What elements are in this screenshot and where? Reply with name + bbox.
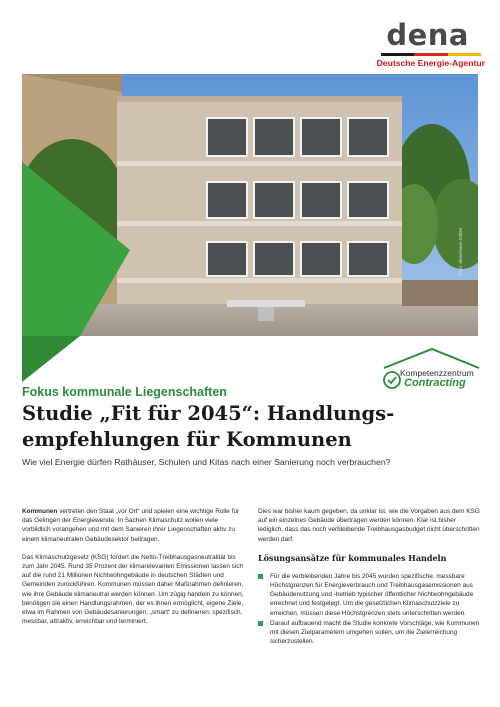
- kompetenzzentrum-badge: [380, 346, 480, 394]
- school-building-illustration: [22, 74, 478, 336]
- kicker-heading: Fokus kommunale Liegenschaften: [22, 385, 227, 399]
- dena-logo: [370, 18, 485, 68]
- body-column-left: [22, 507, 244, 635]
- intro-text: vertreten den Staat „vor Ort“ und spielen eine wichtige Rolle für das Gelingen der Energiewende. In Sachen Klimaschutz wollen viele vorbildlich vorangehen und mit dem Sanieren ihrer Liegenschaften aktiv zu einem klimaneutralen Gebäudesektor beitragen.: [22, 508, 240, 543]
- logo-tagline: Deutsche Energie-Agentur: [376, 58, 485, 68]
- lead-word: Kommunen: [22, 508, 58, 515]
- page-subtitle: Wie viel Energie dürfen Rathäuser, Schulen und Kitas nach einer Sanierung noch verbrauchen?: [22, 457, 391, 467]
- solution-bullet-list: [258, 572, 480, 647]
- title-line-1: Studie „Fit für 2045“: Handlungs-: [22, 402, 395, 425]
- badge-line-1: Kompetenzzentrum: [400, 368, 474, 378]
- bullet-item: Für die verbleibenden Jahre bis 2045 wurden spezifische, messbare Höchstgrenzen für Energieverbrauch und Treibhausgasemissionen aus Gebäudenutzung und -betrieb typischer öffentlicher Nichtwohngebäude errechnet und festgelegt. Um die gesetzlichen Klimaschutzziele zu erreichen, müssen diese Höchstgrenzen stets unterschritten werden.: [258, 572, 480, 618]
- stripe-black: [381, 53, 414, 56]
- badge-line-2: Contracting: [404, 377, 466, 389]
- green-triangle-small: [22, 336, 80, 382]
- paragraph-intro: [22, 507, 244, 544]
- logo-wordmark: dena: [386, 18, 469, 52]
- stripe-yellow: [448, 53, 481, 56]
- photo-credit: Foto: dena/Hans Köhler: [458, 227, 463, 275]
- title-line-2: empfehlungen für Kommunen: [22, 428, 352, 451]
- logo-color-stripes: [381, 53, 481, 56]
- stripe-red: [414, 53, 447, 56]
- paragraph-ksg: Das Klimaschutzgesetz (KSG) fordert die Netto-Treibhausgasneutralität bis zum Jahr 2045. Rund 35 Prozent der klimarelevanten Emissionen lassen sich auf die rund 21 Millionen Nichtwohngebäude in deutschen Städten und Gemeinden zurückführen. Kommunen müssen daher Maßnahmen definieren, wie ihre Gebäude klimaneutral werden können. Um zügig handeln zu können, benötigen sie einen Handlungsrahmen, der es ihnen ermöglicht, eigene Ziele, etwa im Rahmen von Gebäudesanierungen, „smart“ zu definieren: spezifisch, messbar, attraktiv, erreichbar und terminiert.: [22, 553, 244, 626]
- paragraph-status: Dies war bisher kaum gegeben, da unklar ist, wie die Vorgaben aus dem KSG auf ein einzelnes Gebäude übertragen werden können. Klar ist bisher lediglich, dass das noch verbleibende Treibhausgasbudget nicht überschritten werden darf.: [258, 508, 480, 543]
- page-title: [22, 401, 492, 453]
- body-column-right: [258, 507, 480, 647]
- bullet-item: Darauf aufbauend macht die Studie konkrete Vorschläge, wie Kommunen mit diesen Zielparametern umgehen sollen, um die Zielerreichung sicherzustellen.: [258, 619, 480, 647]
- section-heading: Lösungsansätze für kommunales Handeln: [258, 552, 447, 563]
- hero-photo: [22, 74, 478, 336]
